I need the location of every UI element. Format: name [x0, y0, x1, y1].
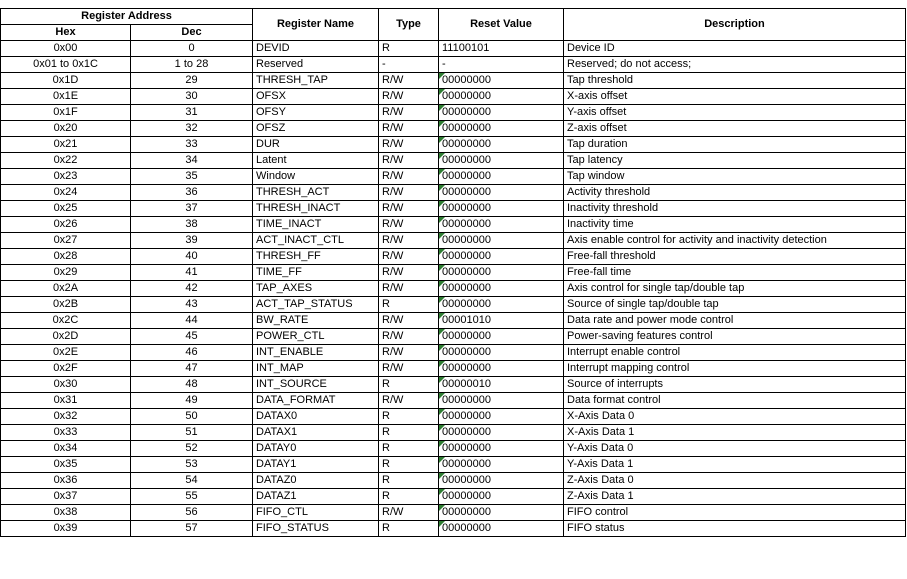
hex-cell: 0x27 [1, 233, 131, 249]
description-cell: Activity threshold [564, 185, 906, 201]
reset-value-cell: 00000000 [439, 137, 564, 153]
register-name-cell: Reserved [253, 57, 379, 73]
description-cell: Z-axis offset [564, 121, 906, 137]
register-name-cell: THRESH_INACT [253, 201, 379, 217]
dec-cell: 33 [131, 137, 253, 153]
reset-value-cell: 00000000 [439, 249, 564, 265]
register-name-cell: DEVID [253, 41, 379, 57]
dec-cell: 46 [131, 345, 253, 361]
register-name-cell: INT_SOURCE [253, 377, 379, 393]
table-row [1, 137, 906, 153]
type-cell: R/W [379, 73, 439, 89]
dec-cell: 41 [131, 265, 253, 281]
dec-cell: 32 [131, 121, 253, 137]
description-cell: Tap latency [564, 153, 906, 169]
table-row [1, 345, 906, 361]
register-name-cell: THRESH_ACT [253, 185, 379, 201]
description-cell: Y-axis offset [564, 105, 906, 121]
hex-cell: 0x33 [1, 425, 131, 441]
reset-value-cell: 00000000 [439, 441, 564, 457]
description-cell: Y-Axis Data 1 [564, 457, 906, 473]
type-cell: R/W [379, 137, 439, 153]
table-row [1, 281, 906, 297]
table-row [1, 41, 906, 57]
type-cell: R/W [379, 201, 439, 217]
table-row [1, 489, 906, 505]
hex-cell: 0x2A [1, 281, 131, 297]
hex-cell: 0x39 [1, 521, 131, 537]
type-cell: R [379, 521, 439, 537]
register-name-cell: DATA_FORMAT [253, 393, 379, 409]
dec-cell: 39 [131, 233, 253, 249]
description-cell: Device ID [564, 41, 906, 57]
table-row [1, 233, 906, 249]
dec-cell: 51 [131, 425, 253, 441]
register-name-cell: ACT_INACT_CTL [253, 233, 379, 249]
table-row [1, 505, 906, 521]
type-cell: R/W [379, 313, 439, 329]
reset-value-cell: 00000000 [439, 185, 564, 201]
register-name-cell: ACT_TAP_STATUS [253, 297, 379, 313]
register-name-cell: OFSY [253, 105, 379, 121]
table-row [1, 249, 906, 265]
description-cell: Interrupt enable control [564, 345, 906, 361]
dec-cell: 54 [131, 473, 253, 489]
reset-value-cell: 00000000 [439, 505, 564, 521]
description-cell: Reserved; do not access; [564, 57, 906, 73]
hex-cell: 0x25 [1, 201, 131, 217]
reset-value-cell: 00000000 [439, 153, 564, 169]
hex-cell: 0x30 [1, 377, 131, 393]
hex-cell: 0x2E [1, 345, 131, 361]
hex-cell: 0x28 [1, 249, 131, 265]
table-row [1, 89, 906, 105]
hex-cell: 0x2F [1, 361, 131, 377]
reset-value-cell: 00000000 [439, 521, 564, 537]
description-cell: Tap window [564, 169, 906, 185]
reset-value-cell: 00000000 [439, 473, 564, 489]
reset-value-cell: 00000000 [439, 329, 564, 345]
table-row [1, 473, 906, 489]
register-name-cell: THRESH_TAP [253, 73, 379, 89]
hex-cell: 0x1D [1, 73, 131, 89]
dec-cell: 1 to 28 [131, 57, 253, 73]
register-name-cell: BW_RATE [253, 313, 379, 329]
description-cell: Axis control for single tap/double tap [564, 281, 906, 297]
hex-cell: 0x21 [1, 137, 131, 153]
type-cell: R/W [379, 121, 439, 137]
table-row [1, 265, 906, 281]
type-cell: R [379, 409, 439, 425]
type-cell: R [379, 473, 439, 489]
description-cell: Tap threshold [564, 73, 906, 89]
table-row [1, 329, 906, 345]
reset-value-cell: 00000000 [439, 489, 564, 505]
description-cell: X-axis offset [564, 89, 906, 105]
register-name-cell: TIME_INACT [253, 217, 379, 233]
hex-cell: 0x22 [1, 153, 131, 169]
dec-cell: 52 [131, 441, 253, 457]
table-row [1, 313, 906, 329]
dec-header: Dec [131, 25, 253, 41]
hex-cell: 0x20 [1, 121, 131, 137]
table-row [1, 153, 906, 169]
reset-value-cell: 00000000 [439, 265, 564, 281]
hex-cell: 0x2B [1, 297, 131, 313]
table-row [1, 361, 906, 377]
type-header: Type [379, 9, 439, 41]
dec-cell: 42 [131, 281, 253, 297]
reset-value-cell: 11100101 [439, 41, 564, 57]
dec-cell: 31 [131, 105, 253, 121]
dec-cell: 30 [131, 89, 253, 105]
dec-cell: 44 [131, 313, 253, 329]
type-cell: R/W [379, 393, 439, 409]
register-name-cell: DATAY1 [253, 457, 379, 473]
description-cell: Inactivity threshold [564, 201, 906, 217]
type-cell: R/W [379, 345, 439, 361]
dec-cell: 45 [131, 329, 253, 345]
table-row [1, 105, 906, 121]
dec-cell: 50 [131, 409, 253, 425]
type-cell: - [379, 57, 439, 73]
reset-value-cell: 00000000 [439, 361, 564, 377]
type-cell: R/W [379, 153, 439, 169]
type-cell: R [379, 425, 439, 441]
hex-cell: 0x2D [1, 329, 131, 345]
hex-cell: 0x31 [1, 393, 131, 409]
type-cell: R/W [379, 89, 439, 105]
reset-value-cell: 00000000 [439, 105, 564, 121]
hex-cell: 0x34 [1, 441, 131, 457]
table-header [1, 9, 906, 41]
reset-value-cell: 00000000 [439, 297, 564, 313]
hex-cell: 0x00 [1, 41, 131, 57]
hex-cell: 0x23 [1, 169, 131, 185]
table-row [1, 521, 906, 537]
dec-cell: 29 [131, 73, 253, 89]
type-cell: R/W [379, 105, 439, 121]
table-row [1, 185, 906, 201]
reset-value-cell: 00000000 [439, 409, 564, 425]
dec-cell: 43 [131, 297, 253, 313]
header-row-top [1, 9, 906, 25]
register-name-cell: DATAX1 [253, 425, 379, 441]
table-body [1, 41, 906, 537]
type-cell: R/W [379, 281, 439, 297]
description-cell: Inactivity time [564, 217, 906, 233]
hex-cell: 0x32 [1, 409, 131, 425]
dec-cell: 55 [131, 489, 253, 505]
description-cell: FIFO control [564, 505, 906, 521]
reset-value-cell: 00000000 [439, 217, 564, 233]
type-cell: R/W [379, 185, 439, 201]
description-cell: Data format control [564, 393, 906, 409]
dec-cell: 56 [131, 505, 253, 521]
reset-value-cell: 00000000 [439, 169, 564, 185]
dec-cell: 0 [131, 41, 253, 57]
register-name-cell: INT_ENABLE [253, 345, 379, 361]
reset-value-cell: 00000000 [439, 233, 564, 249]
register-name-cell: Window [253, 169, 379, 185]
description-cell: Interrupt mapping control [564, 361, 906, 377]
register-name-cell: DATAY0 [253, 441, 379, 457]
hex-cell: 0x36 [1, 473, 131, 489]
hex-cell: 0x29 [1, 265, 131, 281]
description-cell: Data rate and power mode control [564, 313, 906, 329]
hex-cell: 0x37 [1, 489, 131, 505]
dec-cell: 47 [131, 361, 253, 377]
register-name-cell: TAP_AXES [253, 281, 379, 297]
reset-value-cell: 00000000 [439, 73, 564, 89]
dec-cell: 57 [131, 521, 253, 537]
type-cell: R [379, 41, 439, 57]
type-cell: R/W [379, 249, 439, 265]
type-cell: R [379, 297, 439, 313]
hex-cell: 0x2C [1, 313, 131, 329]
reset-value-cell: 00000000 [439, 425, 564, 441]
register-map-table [0, 8, 906, 537]
table-row [1, 57, 906, 73]
register-name-cell: TIME_FF [253, 265, 379, 281]
reset-value-cell: 00000000 [439, 457, 564, 473]
description-header: Description [564, 9, 906, 41]
description-cell: FIFO status [564, 521, 906, 537]
type-cell: R/W [379, 329, 439, 345]
reset-value-cell: 00000000 [439, 201, 564, 217]
table-row [1, 393, 906, 409]
register-name-cell: FIFO_STATUS [253, 521, 379, 537]
hex-cell: 0x35 [1, 457, 131, 473]
hex-cell: 0x1E [1, 89, 131, 105]
table-row [1, 425, 906, 441]
table-row [1, 409, 906, 425]
reset-value-cell: 00000000 [439, 281, 564, 297]
description-cell: X-Axis Data 1 [564, 425, 906, 441]
description-cell: Free-fall time [564, 265, 906, 281]
register-name-cell: FIFO_CTL [253, 505, 379, 521]
reset-value-cell: 00000000 [439, 121, 564, 137]
reset-value-cell: 00000010 [439, 377, 564, 393]
type-cell: R [379, 377, 439, 393]
register-name-header: Register Name [253, 9, 379, 41]
register-name-cell: INT_MAP [253, 361, 379, 377]
description-cell: Y-Axis Data 0 [564, 441, 906, 457]
reset-value-header: Reset Value [439, 9, 564, 41]
dec-cell: 38 [131, 217, 253, 233]
description-cell: Tap duration [564, 137, 906, 153]
type-cell: R [379, 441, 439, 457]
dec-cell: 49 [131, 393, 253, 409]
type-cell: R/W [379, 233, 439, 249]
register-name-cell: OFSZ [253, 121, 379, 137]
description-cell: Z-Axis Data 0 [564, 473, 906, 489]
description-cell: X-Axis Data 0 [564, 409, 906, 425]
type-cell: R/W [379, 361, 439, 377]
description-cell: Source of single tap/double tap [564, 297, 906, 313]
description-cell: Axis enable control for activity and inactivity detection [564, 233, 906, 249]
type-cell: R/W [379, 169, 439, 185]
register-name-cell: DATAZ0 [253, 473, 379, 489]
register-name-cell: DUR [253, 137, 379, 153]
table-row [1, 169, 906, 185]
table-row [1, 73, 906, 89]
hex-cell: 0x38 [1, 505, 131, 521]
table-row [1, 297, 906, 313]
reset-value-cell: - [439, 57, 564, 73]
hex-cell: 0x01 to 0x1C [1, 57, 131, 73]
dec-cell: 34 [131, 153, 253, 169]
table-row [1, 217, 906, 233]
type-cell: R/W [379, 505, 439, 521]
register-name-cell: Latent [253, 153, 379, 169]
dec-cell: 35 [131, 169, 253, 185]
type-cell: R/W [379, 217, 439, 233]
reset-value-cell: 00001010 [439, 313, 564, 329]
hex-cell: 0x26 [1, 217, 131, 233]
table-row [1, 457, 906, 473]
description-cell: Source of interrupts [564, 377, 906, 393]
table-row [1, 201, 906, 217]
register-name-cell: POWER_CTL [253, 329, 379, 345]
reset-value-cell: 00000000 [439, 89, 564, 105]
type-cell: R [379, 457, 439, 473]
description-cell: Free-fall threshold [564, 249, 906, 265]
type-cell: R [379, 489, 439, 505]
reset-value-cell: 00000000 [439, 393, 564, 409]
dec-cell: 36 [131, 185, 253, 201]
description-cell: Power-saving features control [564, 329, 906, 345]
hex-header: Hex [1, 25, 131, 41]
dec-cell: 48 [131, 377, 253, 393]
table-row [1, 121, 906, 137]
dec-cell: 40 [131, 249, 253, 265]
table-row [1, 441, 906, 457]
hex-cell: 0x1F [1, 105, 131, 121]
dec-cell: 37 [131, 201, 253, 217]
register-name-cell: THRESH_FF [253, 249, 379, 265]
description-cell: Z-Axis Data 1 [564, 489, 906, 505]
dec-cell: 53 [131, 457, 253, 473]
register-address-header: Register Address [1, 9, 253, 25]
register-name-cell: DATAX0 [253, 409, 379, 425]
type-cell: R/W [379, 265, 439, 281]
register-name-cell: OFSX [253, 89, 379, 105]
table-row [1, 377, 906, 393]
reset-value-cell: 00000000 [439, 345, 564, 361]
hex-cell: 0x24 [1, 185, 131, 201]
register-name-cell: DATAZ1 [253, 489, 379, 505]
